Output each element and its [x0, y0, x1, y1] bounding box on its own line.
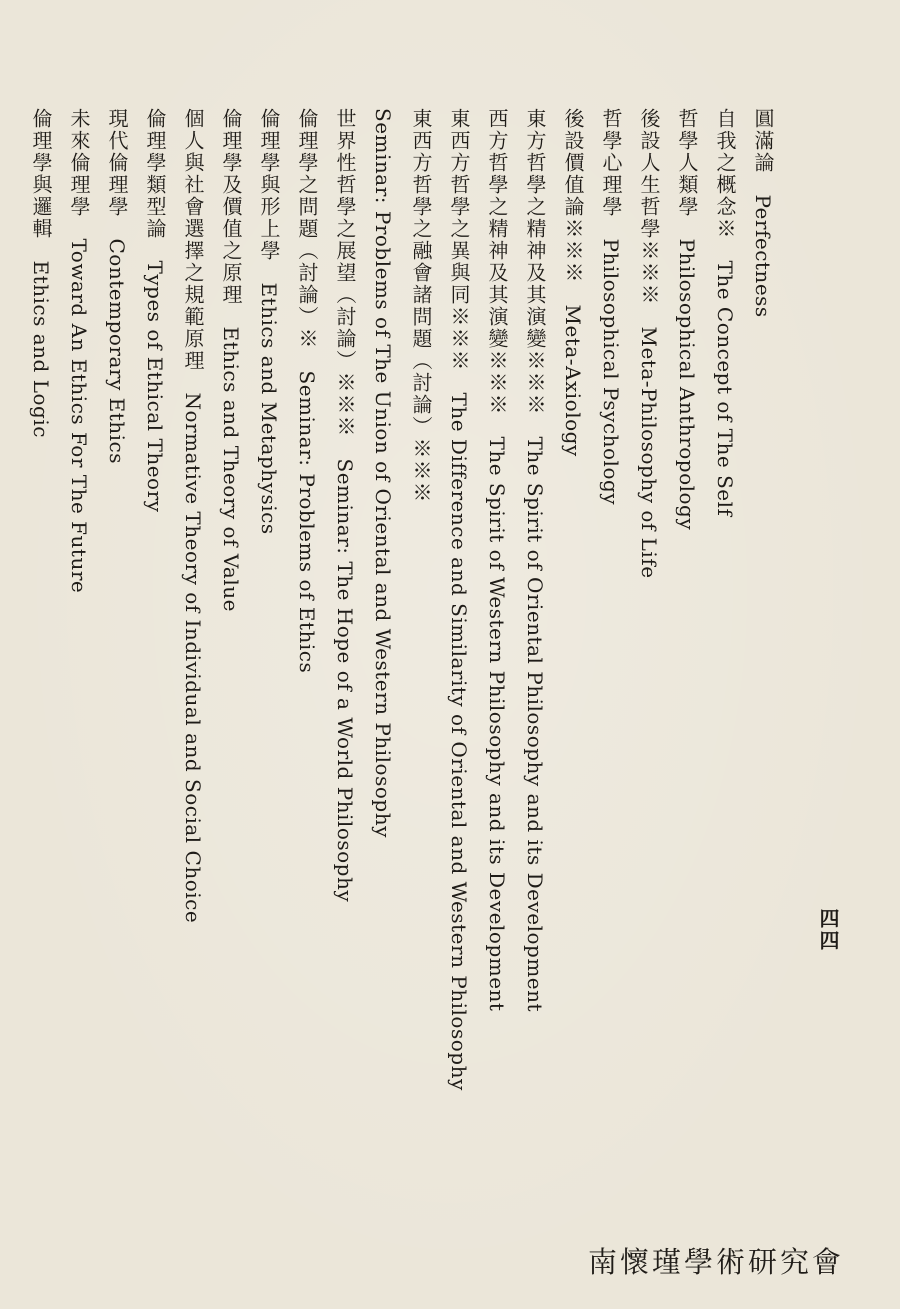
course-title-zh: 倫理學與邏輯	[29, 108, 53, 240]
course-line-16	[174, 108, 212, 1248]
course-title-zh: 西方哲學之精神及其演變※※※	[485, 108, 509, 416]
course-title-zh: 倫理學及價值之原理	[219, 108, 243, 306]
course-line-6	[554, 108, 592, 1248]
course-title-zh: 倫理學之問題（討論）※	[295, 108, 319, 350]
course-title-zh: 後設價值論※※※	[561, 108, 585, 284]
course-title-en: The Spirit of Oriental Philosophy and its Development	[523, 436, 547, 1013]
course-title-zh: 圓滿論	[751, 108, 775, 174]
course-title-en: Philosophical Anthropology	[675, 238, 699, 531]
page-number: 四四	[816, 908, 840, 952]
course-title-en: Ethics and Metaphysics	[257, 282, 281, 535]
course-line-20	[22, 108, 60, 1248]
course-title-en: Seminar: Problems of The Union of Oriental and Western Philosophy	[371, 108, 395, 838]
course-line-5	[592, 108, 630, 1248]
course-line-2	[706, 108, 744, 1248]
course-title-en: Seminar: Problems of Ethics	[295, 370, 319, 674]
course-title-en: Meta-Axiology	[561, 304, 585, 457]
course-title-en: Seminar: The Hope of a World Philosophy	[333, 458, 357, 903]
course-title-en: The Spirit of Western Philosophy and its Development	[485, 436, 509, 1012]
course-title-en: Types of Ethical Theory	[143, 260, 167, 513]
course-title-zh: 世界性哲學之展望（討論）※※※	[333, 108, 357, 438]
course-title-zh: 東西方哲學之融會諸問題（討論）※※※	[409, 108, 433, 504]
course-line-3	[668, 108, 706, 1248]
course-title-en: Toward An Ethics For The Future	[67, 238, 91, 594]
course-line-17	[136, 108, 174, 1248]
course-title-zh: 自我之概念※	[713, 108, 737, 240]
course-title-zh: 哲學人類學	[675, 108, 699, 218]
course-title-en: Philosophical Psychology	[599, 238, 623, 506]
course-title-en: The Difference and Similarity of Oriental and Western Philosophy	[447, 392, 471, 1091]
course-line-11	[364, 108, 402, 1248]
course-line-19	[60, 108, 98, 1248]
course-line-14	[250, 108, 288, 1248]
course-title-zh: 個人與社會選擇之規範原理	[181, 108, 205, 372]
publisher-imprint: 南懷瑾學術研究會	[588, 1245, 845, 1279]
course-line-1	[744, 108, 782, 1248]
course-line-12	[326, 108, 364, 1248]
course-title-zh: 未來倫理學	[67, 108, 91, 218]
course-title-en: Perfectness	[751, 194, 775, 318]
course-title-en: Contemporary Ethics	[105, 238, 129, 464]
course-title-zh: 倫理學與形上學	[257, 108, 281, 262]
course-line-13	[288, 108, 326, 1248]
course-title-en: The Concept of The Self	[713, 260, 737, 517]
course-title-zh: 後設人生哲學※※※	[637, 108, 661, 306]
course-title-zh: 東西方哲學之異與同※※※	[447, 108, 471, 372]
course-title-zh: 倫理學類型論	[143, 108, 167, 240]
course-line-4	[630, 108, 668, 1248]
course-title-en: Normative Theory of Individual and Social Choice	[181, 392, 205, 924]
course-title-zh: 現代倫理學	[105, 108, 129, 218]
course-line-8	[478, 108, 516, 1248]
course-line-9	[440, 108, 478, 1248]
course-title-zh: 哲學心理學	[599, 108, 623, 218]
course-title-en: Ethics and Theory of Value	[219, 326, 243, 612]
course-title-zh: 東方哲學之精神及其演變※※※	[523, 108, 547, 416]
course-list	[22, 108, 782, 1248]
course-line-15	[212, 108, 250, 1248]
course-title-en: Ethics and Logic	[29, 260, 53, 438]
course-line-10	[402, 108, 440, 1248]
course-title-en: Meta-Philosophy of Life	[637, 326, 661, 579]
course-line-18	[98, 108, 136, 1248]
course-line-7	[516, 108, 554, 1248]
